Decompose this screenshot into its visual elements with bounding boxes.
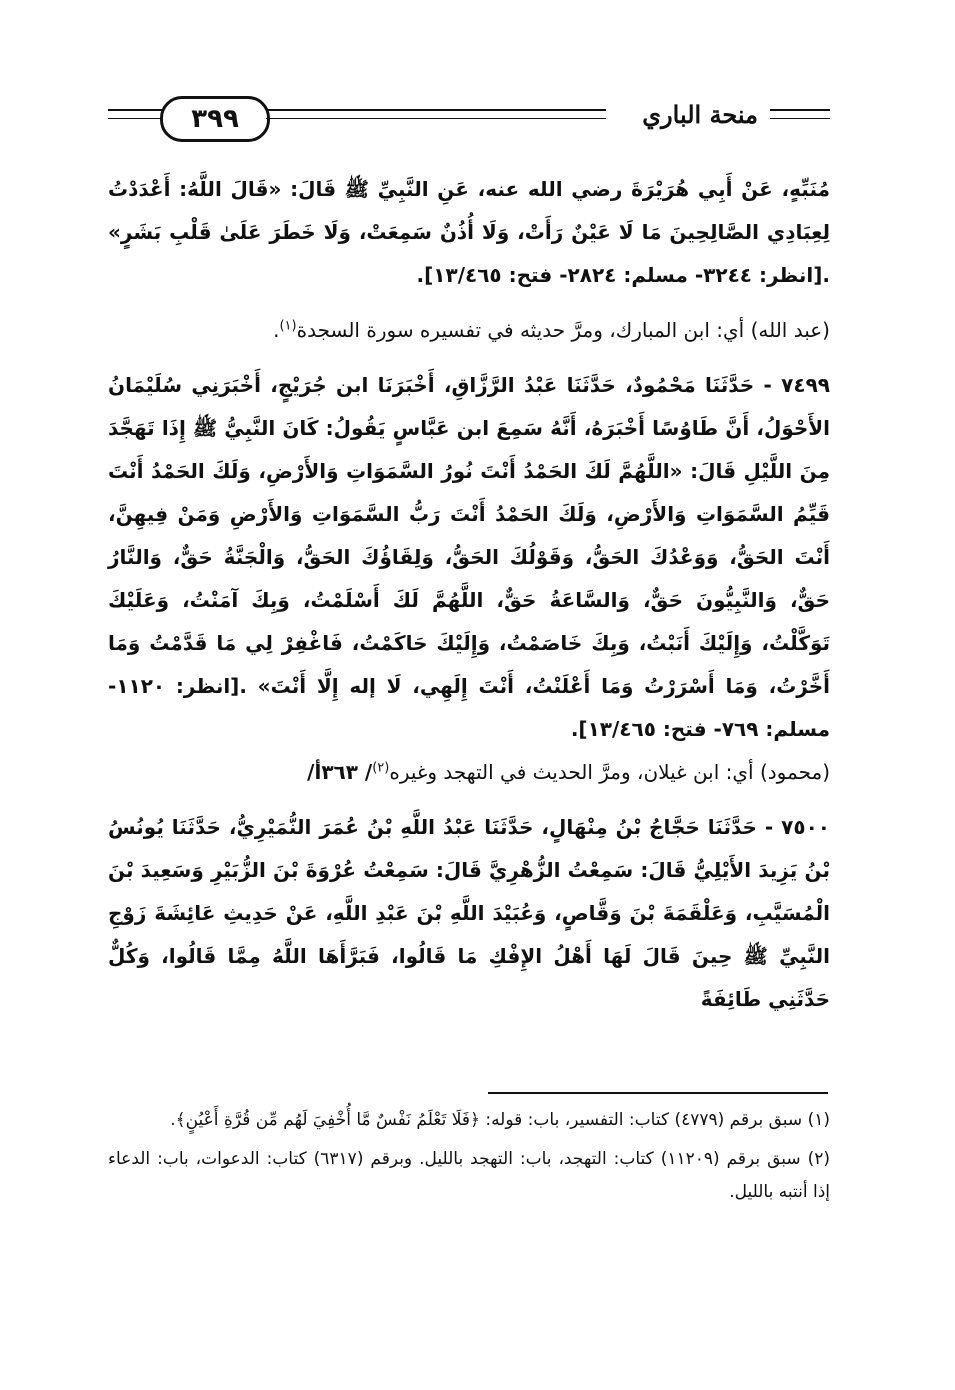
commentary-abdullah-end: . (273, 318, 280, 342)
hadith-7499: ٧٤٩٩ - حَدَّثَنَا مَحْمُودٌ، حَدَّثَنَا عَبْدُ الرَّزَّاقِ، أَخْبَرَنَا ابن جُرَيْجٍ، أَخْبَرَنِي سُلَيْمَانُ الأَحْوَلُ، أَنَّ طَاوُسًا أَخْبَرَهُ، أَنَّهُ سَمِعَ ابن عَبَّاسٍ يَقُولُ: كَانَ النَّبِيُّ ﷺ إِذَا تَهَجَّدَ مِنَ اللَّيْلِ قَالَ: «اللَّهُمَّ لَكَ الحَمْدُ أَنْتَ نُورُ السَّمَوَاتِ وَالأَرْضِ، وَلَكَ الحَمْدُ أَنْتَ قَيِّمُ السَّمَوَاتِ وَالأَرْضِ، وَلَكَ الحَمْدُ أَنْتَ رَبُّ السَّمَوَاتِ وَالأَرْضِ وَمَنْ فِيهِنَّ، أَنْتَ الحَقُّ، وَوَعْدُكَ الحَقُّ، وَقَوْلُكَ الحَقُّ، وَلِقَاؤُكَ الحَقُّ، وَالْجَنَّةُ حَقٌّ، وَالنَّارُ حَقٌّ، وَالنَّبِيُّونَ حَقٌّ، وَالسَّاعَةُ حَقٌّ، اللَّهُمَّ لَكَ أَسْلَمْتُ، وَبِكَ آمَنْتُ، وَعَلَيْكَ تَوَكَّلْتُ، وَإِلَيْكَ أَنَبْتُ، وَبِكَ خَاصَمْتُ، وَإِلَيْكَ حَاكَمْتُ، فَاغْفِرْ لِي مَا قَدَّمْتُ وَمَا أَخَّرْتُ، وَمَا أَسْرَرْتُ وَمَا أَعْلَنْتُ، أَنْتَ إِلَهِي، لَا إله إِلَّا أَنْتَ» .[انظر: ١١٢٠- مسلم: ٧٦٩- فتح: ١٣/٤٦٥]. (108, 373, 830, 741)
header-rule-right-bottom (770, 118, 830, 119)
footnotes (108, 1104, 830, 1215)
main-text (108, 168, 830, 1021)
header-rule-left-top (108, 109, 164, 111)
page-header (108, 92, 830, 144)
hadith-7500: ٧٥٠٠ - حَدَّثَنَا حَجَّاجُ بْنُ مِنْهَالٍ، حَدَّثَنَا عَبْدُ اللَّهِ بْنُ عُمَرَ النُّمَيْرِيُّ، حَدَّثَنَا يُونُسُ بْنُ يَزِيدَ الأَيْلِيُّ قَالَ: سَمِعْتُ الزُّهْرِيَّ قَالَ: سَمِعْتُ عُرْوَةَ بْنَ الزُّبَيْرِ وَسَعِيدَ بْنَ الْمُسَيَّبِ، وَعَلْقَمَةَ بْنَ وَقَّاصٍ، وَعُبَيْدَ اللَّهِ بْنَ عَبْدِ اللَّهِ، عَنْ حَدِيثِ عَائِشَةَ زَوْجِ النَّبِيِّ ﷺ حِينَ قَالَ لَهَا أَهْلُ الإِفْكِ مَا قَالُوا، فَبَرَّأَهَا اللَّهُ مِمَّا قَالُوا، وَكُلٌّ حَدَّثَنِي طَائِفَةً (108, 815, 830, 1011)
commentary-abdullah (108, 309, 830, 352)
header-rule-right-top (770, 109, 830, 111)
commentary-abdullah-text: (عبد الله) أي: ابن المبارك، ومرَّ حديثه في تفسيره سورة السجدة (296, 318, 830, 342)
footnote-1: (١) سبق برقم (٤٧٧٩) كتاب: التفسير، باب: قوله: ﴿فَلَا تَعْلَمُ نَفْسٌ مَّا أُخْفِيَ لَهُم مِّن قُرَّةِ أَعْيُنٍ﴾. (170, 1110, 830, 1130)
footnote-separator (488, 1092, 828, 1094)
hadith-continuation: مُنَبِّهٍ، عَنْ أَبِي هُرَيْرَةَ رضي الله عنه، عَنِ النَّبِيِّ ﷺ قَالَ: «قَالَ اللَّهُ: أَعْدَدْتُ لِعِبَادِي الصَّالِحِينَ مَا لَا عَيْنٌ رَأَتْ، وَلَا أُذُنٌ سَمِعَتْ، وَلَا خَطَرَ عَلَىٰ قَلْبِ بَشَرٍ» .[انظر: ٣٢٤٤- مسلم: ٢٨٢٤- فتح: ١٣/٤٦٥]. (108, 177, 830, 287)
header-rule-left-bottom (108, 118, 164, 119)
manuscript-folio-marker: / ٣٦٣أ/ (307, 760, 373, 784)
running-title: منحة الباري (642, 100, 758, 129)
footnote-ref-1: (١) (279, 318, 297, 334)
footnote-2: (٢) سبق برقم (١١٢٠٩) كتاب: التهجد، باب: التهجد بالليل. وبرقم (٦٣١٧) كتاب: الدعوات، باب: الدعاء إذا أنتبه بالليل. (108, 1149, 830, 1202)
commentary-mahmud (108, 751, 830, 794)
commentary-mahmud-text: (محمود) أي: ابن غيلان، ومرَّ الحديث في التهجد وغيره (389, 760, 830, 784)
header-rule-middle-top (266, 109, 606, 111)
footnote-ref-2: (٢) (372, 760, 390, 776)
page-number: ٣٩٩ (160, 96, 270, 142)
header-rule-middle-bottom (266, 118, 606, 119)
